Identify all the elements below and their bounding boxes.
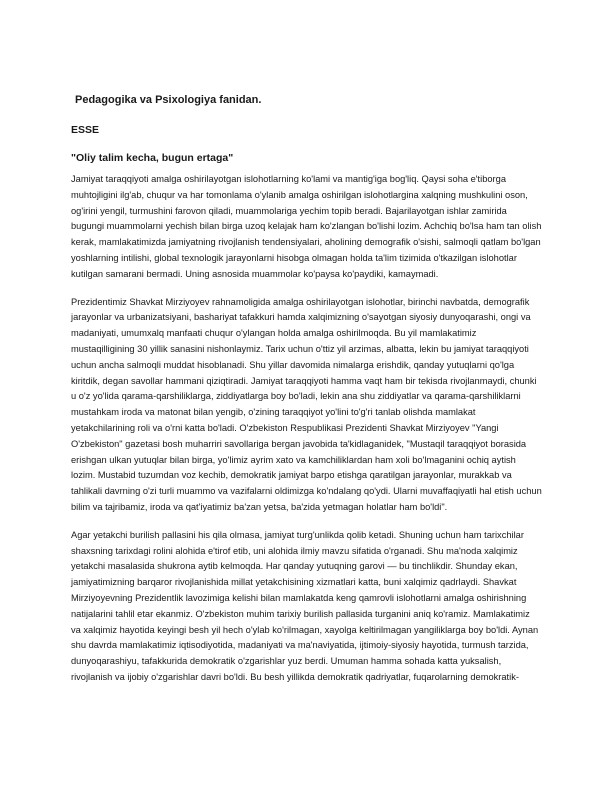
essay-title: "Oliy talim kecha, bugun ertaga" [71, 152, 234, 164]
paragraph: Agar yetakchi burilish pallasini his qila olmasa, jamiyat turg'unlikda qolib ketadi. Shuning uchun ham tarixchilar shaxsning tarixdagi rolini alohida e'tirof etib, uni alohida ilmiy mavzu sifatida o'rganadi. Shu ma'noda xalqimiz yetakchi masalasida shukrona aytib kelmoqda. Har qanday yutuqning garovi — bu tinchlikdir. Shunday ekan, jamiyatimizning barqaror rivojlanishida millat yetakchisining xizmatlari katta, buni xalqimiz qadrlaydi. Shavkat Mirziyoyevning Prezidentlik lavozimiga kelishi bilan mamlakatda keng qamrovli islohotlarni amalga oshirishning natijalarini tahlil etar ekanmiz. O'zbekiston muhim tarixiy burilish pallasida turganini aniq ko'ramiz. Mamlakatimiz va xalqimiz hayotida keyingi besh yil hech o'ylab ko'rilmagan, xayolga keltirilmagan yangiliklarga boy bo'ldi. Aynan shu davrda mamlakatimiz iqtisodiyotida, madaniyati va ma'naviyatida, ijtimoiy-siyosiy hayotida, turmush tarzida, dunyoqarashiyu, tafakkurida demokratik o'zgarishlar yuz berdi. Umuman hamma sohada katta yuksalish, rivojlanish va ijobiy o'zgarishlar davri bo'ldi. Bu besh yillikda demokratik qadriyatlar, fuqarolarning demokratik- [71, 529, 539, 682]
subject-heading: Pedagogika va Psixologiya fanidan. [75, 94, 262, 106]
essay-label: ESSE [71, 124, 100, 136]
paragraph: Jamiyat taraqqiyoti amalga oshirilayotgan islohotlarning ko'lami va mantig'iga bog'liq. Qaysi soha e'tiborga muhtojligini ilg'ab, chuqur va har tomonlama o'ylanib amalga oshirilgan islohotlargina xalqning mushkulini oson, og'irini yengil, turmushini farovon qiladi, muammolariga yechim topib beradi. Bajarilayotgan ishlar zamirida bugungi muammolarni yechish bilan birga uzoq kelajak ham ko'zlangan bo'lishi lozim. Achchiq bo'lsa ham tan olish kerak, mamlakatimizda jamiyatning rivojlanish tendensiyalari, aholining demografik o'sishi, salmoqli qatlam bo'lgan yoshlarning intilishi, global texnologik jarayonlarni hisobga olmagan holda ta'lim tizimida o'tkazilgan islohotlar kutilgan samarani bermadi. Uning asnosida muammolar ko'paysa ko'paydiki, kamaymadi. [71, 174, 542, 279]
paragraph: Prezidentimiz Shavkat Mirziyoyev rahnamoligida amalga oshirilayotgan islohotlar, birinchi navbatda, demografik jarayonlar va urbanizatsiyani, bashariyat tafakkuri hamda xalqimizning o'sayotgan siyosiy dunyoqarashi, ongi va madaniyati, umumxalq manfaati chuqur o'ylangan holda amalga oshirilmoqda. Bu yil mamlakatimiz mustaqilligining 30 yillik sanasini nishonlaymiz. Tarix uchun o'ttiz yil arzimas, albatta, lekin bu jamiyat taraqqiyoti uchun ancha salmoqli muddat hisoblanadi. Shu yillar davomida nimalarga erishdik, qanday yutuqlarni qo'lga kiritdik, degan savollar hammani qiziqtiradi. Jamiyat taraqqiyoti hamma vaqt ham bir tekisda rivojlanmaydi, chunki u o'z yo'lida qarama-qarshiliklarga, ziddiyatlarga boy bo'ladi, lekin ana shu ziddiyatlar va qarama-qarshiliklarni mustahkam iroda va matonat bilan yengib, o'zining taraqqiyot yo'lini to'g'ri tanlab olishda mamlakat yetakchilarining roli va o'rni katta bo'ladi. O'zbekiston Respublikasi Prezidenti Shavkat Mirziyoyev "Yangi O'zbekiston" gazetasi bosh muharriri savollariga bergan javobida ta'kidlaganidek, "Mustaqil taraqqiyot borasida erishgan ulkan yutuqlar bilan birga, yo'limiz ayrim xato va kamchiliklardan ham xoli bo'lmaganini ochiq aytish lozim. Mustabid tuzumdan voz kechib, demokratik jamiyat barpo etishga qaratilgan jarayonlar, murakkab va tahlikali davrning o'zi turli muammo va vazifalarni oldimizga ko'ndalang qo'ydi. Ularni muvaffaqiyatli hal etish uchun bilim va tajribamiz, iroda va qat'iyatimiz ba'zan yetsa, ba'zida yetmagan holatlar ham bo'ldi". [71, 296, 542, 512]
essay-body [71, 172, 542, 698]
